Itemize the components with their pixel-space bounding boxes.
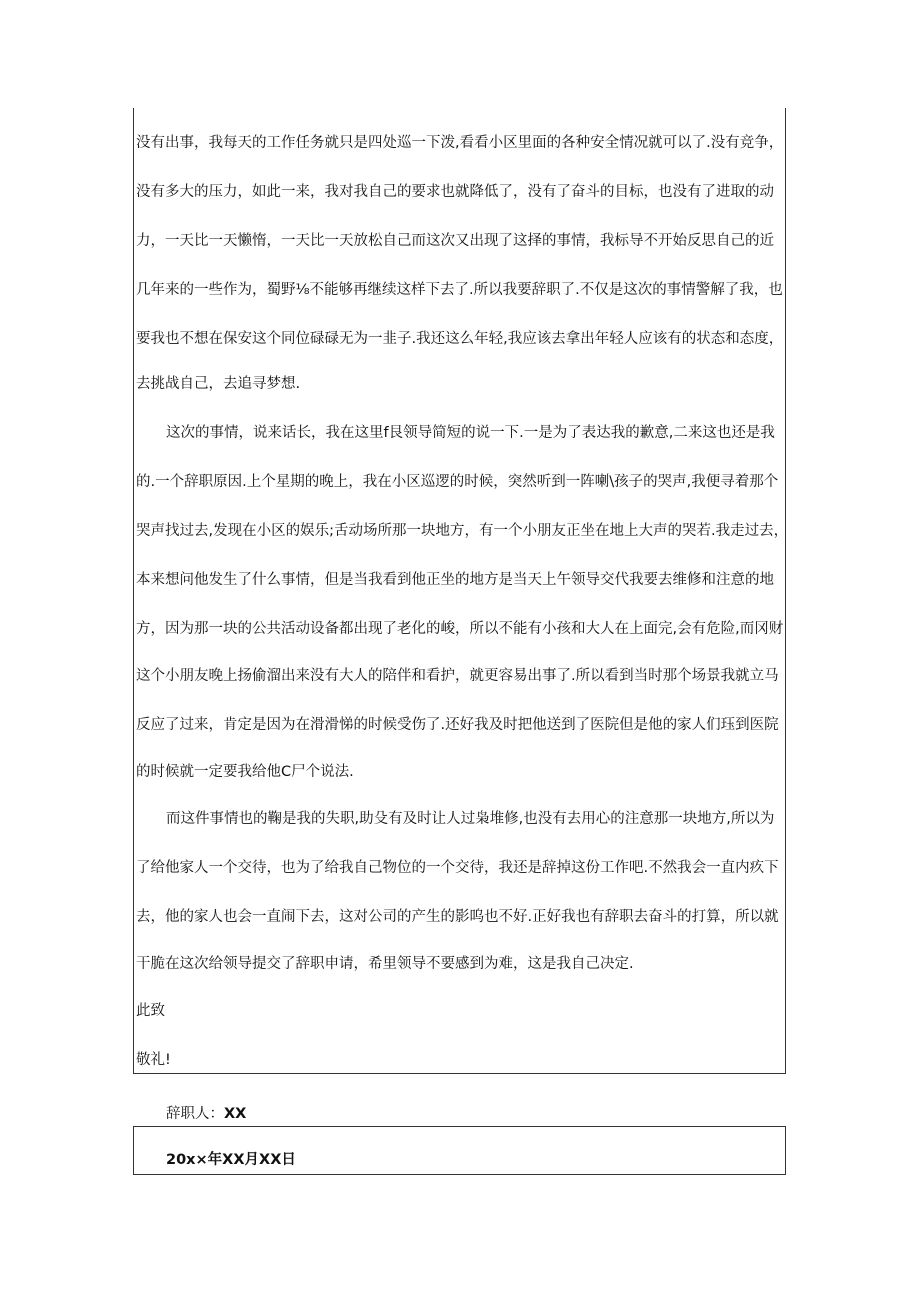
- paragraph-line: 方，因为那一块的公共活动设备都出现了老化的峻，所以不能有小孩和大人在上面完,会有危险,而冈财: [136, 621, 784, 637]
- paragraph-line: 这次的事情，说来话长，我在这里f艮领导简短的说一下.一是为了表达我的歉意,二来这也还是我: [166, 425, 775, 441]
- paragraph-line: 的.一个辞职原因.上个星期的晚上，我在小区巡逻的时候，突然听到一阵喇\孩子的哭声,我便寻着那个: [136, 474, 779, 490]
- paragraph-line: 几年来的一些作为，蜀野⅛不能够再继续这样下去了.所以我要辞职了.不仅是这次的事情警解了我，也: [136, 282, 783, 298]
- paragraph-line: 的时候就一定要我给他C尸个说法.: [136, 764, 354, 780]
- closing-text: 此致: [136, 1003, 165, 1019]
- paragraph-line: 这个小朋友晚上扬偷溜出来没有大人的陪伴和看护，就更容易出事了.所以看到当时那个场景我就立马: [136, 668, 779, 684]
- paragraph-line: 力，一天比一天懒惰，一天比一天放松自己而这次又出现了这择的事情，我标导不开始反思自己的近: [136, 233, 774, 249]
- signer-line: [166, 1104, 246, 1124]
- signer-name: XX: [224, 1106, 247, 1122]
- paragraph-line: 没有出事，我每天的工作任务就只是四处巡一下泼,看看小区里面的各种安全情况就可以了.没有竞争，: [136, 135, 784, 151]
- letter-frame: [133, 108, 789, 1074]
- signer-label: 辞职人：: [166, 1106, 224, 1122]
- paragraph-line: 而这件事情也的鞠是我的失职,助殳有及时让人过枭堆修,也没有去用心的注意那一块地方,所以为: [166, 811, 775, 827]
- paragraph-line: 要我也不想在保安这个同位碌碌无为一韭子.我还这么年轻,我应该去拿出年轻人应该有的状态和态度，: [136, 331, 784, 347]
- paragraph-line: 本来想问他发生了什么事情，但是当我看到他正坐的地方是当天上午领导交代我要去维修和注意的地: [136, 572, 774, 588]
- paragraph-line: 没有多大的压力，如此一来，我对我自己的要求也就降低了，没有了奋斗的目标，也没有了进取的动: [136, 184, 774, 200]
- paragraph-line: 了给他家人一个交待，也为了给我自己物位的一个交待，我还是辞掉这份工作吧.不然我会一直内疚下: [136, 860, 779, 876]
- paragraph-line: 干脆在这次给领导提交了辞职申请，希里领导不要感到为难，这是我自己决定.: [136, 956, 634, 972]
- paragraph-line: 反应了过来，肯定是因为在滑滑悌的时候受伤了.还好我及时把他送到了医院但是他的家人们珏到医院: [136, 717, 779, 733]
- paragraph-line: 去，他的家人也会一直闹下去，这对公司的产生的影呜也不好.正好我也有辞职去奋斗的打算，所以就: [136, 909, 779, 925]
- paragraph-line: 哭声找过去,发现在小区的娱乐;舌动场所那一块地方，有一个小朋友正坐在地上大声的哭若.我走过去，: [136, 523, 789, 539]
- paragraph-line: 去挑战自己，去追寻梦想.: [136, 376, 301, 392]
- salutation-text: 敬礼!: [136, 1052, 171, 1068]
- date-text: 20x×年XX月XX日: [166, 1152, 296, 1168]
